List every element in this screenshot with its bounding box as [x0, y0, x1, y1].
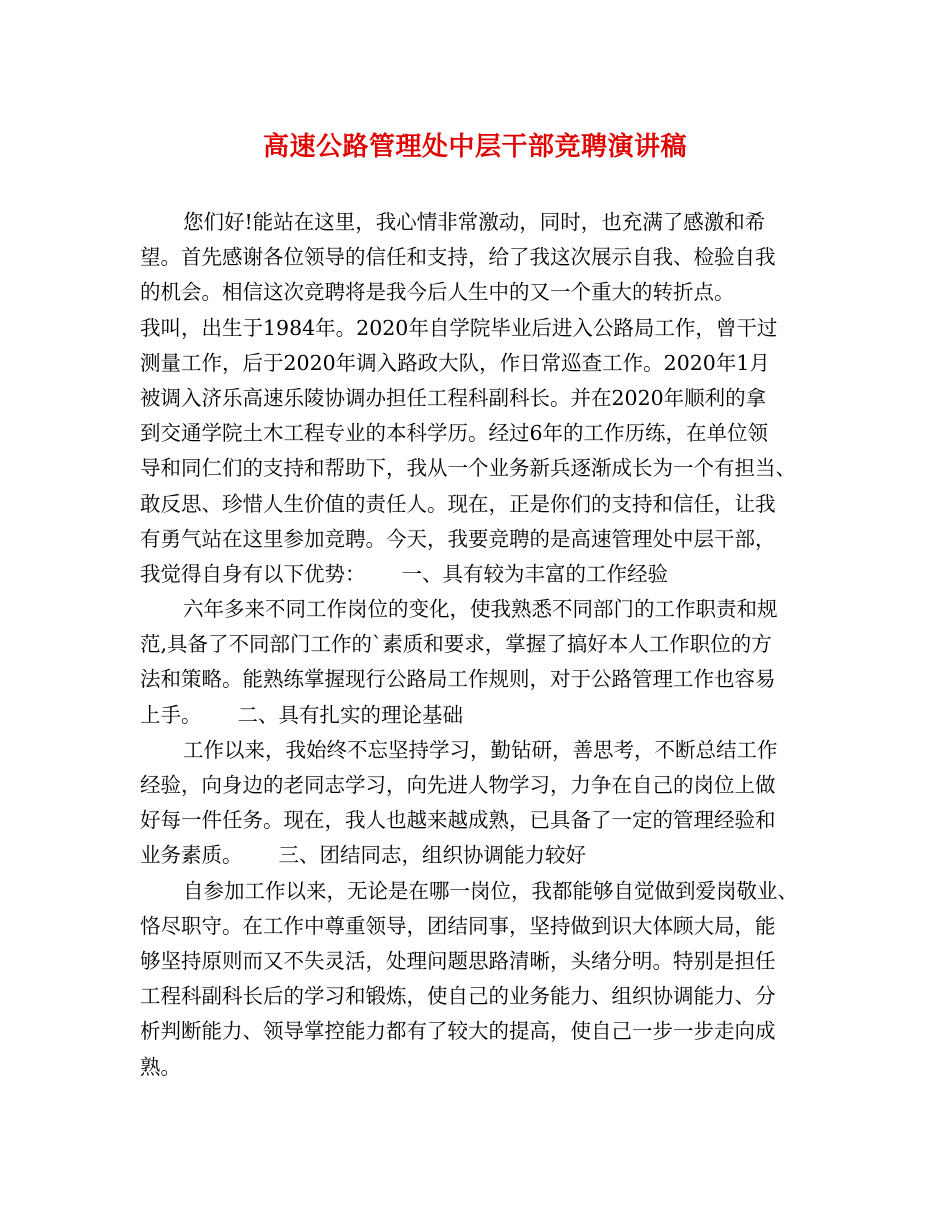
paragraph-line: 六年多来不同工作岗位的变化，使我熟悉不同部门的工作职责和规: [183, 597, 778, 622]
paragraph-line: 有勇气站在这里参加竞聘。今天，我要竞聘的是高速管理处中层干部，: [140, 526, 776, 551]
paragraph-line: 熟。: [140, 1054, 181, 1079]
paragraph-text: 上手。: [140, 702, 202, 727]
paragraph-line: 自参加工作以来，无论是在哪一岗位，我都能够自觉做到爱岗敬业、: [183, 878, 798, 903]
document-body: [140, 205, 812, 1085]
section-heading-1: 一、具有较为丰富的工作经验: [401, 561, 668, 586]
paragraph-line: 的机会。相信这次竞聘将是我今后人生中的又一个重大的转折点。: [140, 280, 735, 305]
paragraph-line: 恪尽职守。在工作中尊重领导，团结同事，坚持做到识大体顾大局，能: [140, 913, 776, 938]
paragraph-line: 范,具备了不同部门工作的`素质和要求，掌握了搞好本人工作职位的方: [140, 632, 772, 657]
paragraph-line: 够坚持原则而又不失灵活，处理问题思路清晰，头绪分明。特别是担任: [140, 948, 776, 973]
paragraph-line-with-heading: [140, 557, 812, 592]
paragraph-line: 测量工作，后于2020年调入路政大队，作日常巡查工作。2020年1月: [140, 350, 770, 375]
paragraph-line: 我叫，出生于1984年。2020年自学院毕业后进入公路局工作，曾干过: [140, 315, 778, 340]
paragraph-line: 敢反思、珍惜人生价值的责任人。现在，正是你们的支持和信任，让我: [140, 491, 776, 516]
paragraph-text: 我觉得自身有以下优势：: [140, 561, 366, 586]
paragraph-line: 工程科副科长后的学习和锻炼，使自己的业务能力、组织协调能力、分: [140, 984, 776, 1009]
paragraph-line: 被调入济乐高速乐陵协调办担任工程科副科长。并在2020年顺利的拿: [140, 385, 767, 410]
paragraph-line: 工作以来，我始终不忘坚持学习，勤钻研，善思考，不断总结工作: [183, 737, 778, 762]
paragraph-line: 析判断能力、领导掌控能力都有了较大的提高，使自己一步一步走向成: [140, 1019, 776, 1044]
paragraph-line: 望。首先感谢各位领导的信任和支持，给了我这次展示自我、检验自我: [140, 245, 776, 270]
paragraph-line-with-heading: [140, 838, 812, 873]
paragraph-line: 好每一件任务。现在，我人也越来越成熟，已具备了一定的管理经验和: [140, 808, 776, 833]
paragraph-line-with-heading: [140, 698, 812, 733]
document-title: 高速公路管理处中层干部竞聘演讲稿: [262, 132, 687, 162]
section-heading-3: 三、团结同志，组织协调能力较好: [278, 843, 586, 868]
paragraph-line: 法和策略。能熟练掌握现行公路局工作规则，对于公路管理工作也容易: [140, 667, 776, 692]
section-heading-2: 二、具有扎实的理论基础: [237, 702, 463, 727]
paragraph-line: 您们好!能站在这里，我心情非常激动，同时，也充满了感激和希: [183, 210, 766, 234]
paragraph-line: 到交通学院土木工程专业的本科学历。经过6年的工作历练，在单位领: [140, 421, 769, 446]
paragraph-line: 导和同仁们的支持和帮助下，我从一个业务新兵逐渐成长为一个有担当、: [140, 456, 796, 481]
paragraph-line: 经验，向身边的老同志学习，向先进人物学习，力争在自己的岗位上做: [140, 773, 776, 797]
paragraph-text: 业务素质。: [140, 843, 243, 868]
